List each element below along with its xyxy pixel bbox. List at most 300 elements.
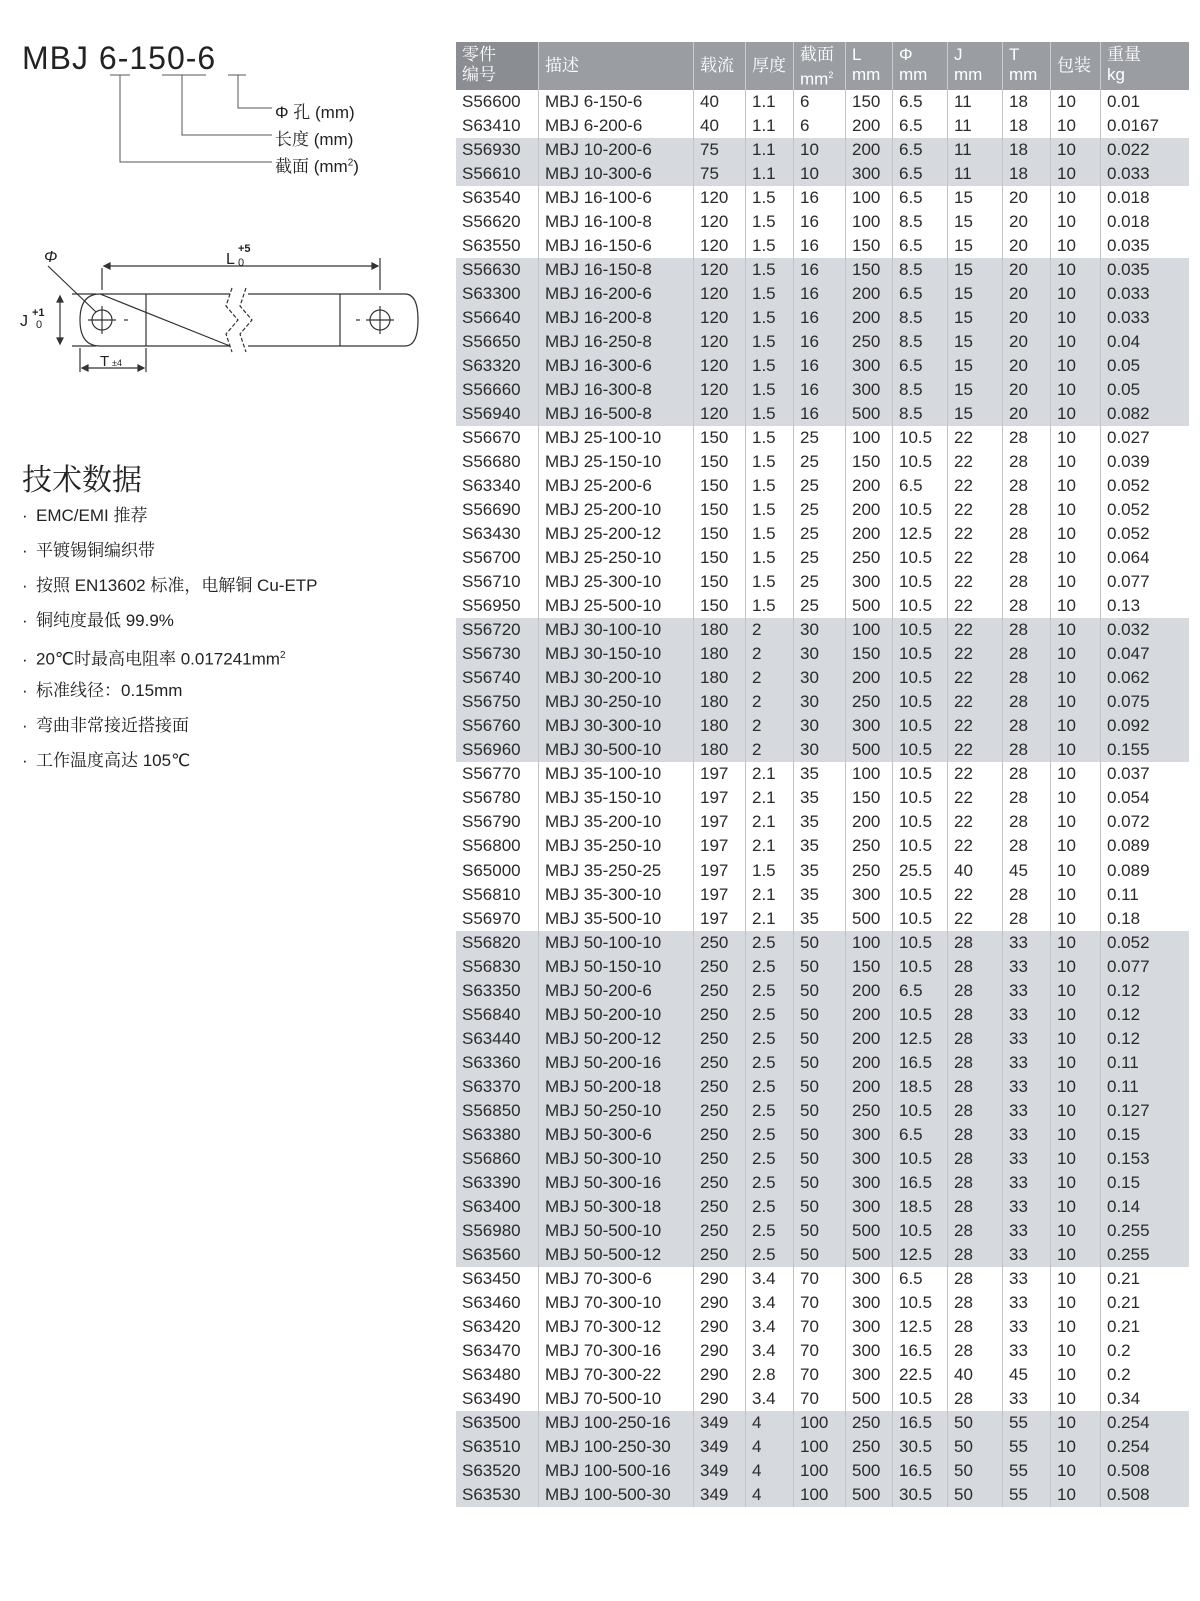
table-cell: 250 [694,1051,746,1075]
table-cell: 28 [1003,786,1051,810]
table-row [456,162,1189,186]
table-cell: 150 [846,786,893,810]
table-cell: 18.5 [893,1195,948,1219]
table-cell: 300 [846,378,893,402]
table-cell: 28 [1003,642,1051,666]
table-cell: 10 [1051,931,1101,955]
table-cell: 200 [846,1027,893,1051]
table-cell: 22 [948,907,1003,931]
feature-item [22,540,318,575]
table-cell: 0.2 [1107,1340,1131,1360]
table-cell: S63430 [456,522,539,546]
table-cell: 6.5 [893,138,948,162]
table-cell: 8.5 [893,210,948,234]
bullet-icon: · [22,751,28,770]
table-cell: 0.15 [1107,1172,1141,1192]
table-cell: 28 [1003,738,1051,762]
table-cell: S56710 [456,570,539,594]
table-cell: MBJ 10-200-6 [539,138,694,162]
table-cell: 50 [794,1195,846,1219]
table-cell: 20 [1003,306,1051,330]
table-cell: 33 [1003,955,1051,979]
table-cell: 0.508 [1107,1484,1150,1504]
table-cell: 20 [1003,234,1051,258]
table-cell: 200 [846,666,893,690]
table-cell: 300 [846,162,893,186]
table-cell: 15 [948,258,1003,282]
table-cell: 250 [846,330,893,354]
column-header [694,42,746,90]
table-cell: 16 [794,378,846,402]
table-cell: 10 [1051,234,1101,258]
table-cell: 250 [694,1123,746,1147]
table-cell: 22 [948,690,1003,714]
table-cell: 75 [694,162,746,186]
table-cell: 3.4 [746,1315,794,1339]
table-cell: 150 [846,642,893,666]
table-cell: 28 [1003,618,1051,642]
leader-length [182,75,272,135]
table-cell: 10 [1051,834,1101,858]
table-cell: 0.064 [1107,548,1150,568]
table-cell: 0.052 [1107,476,1150,496]
table-cell: 28 [948,979,1003,1003]
table-cell: S63480 [456,1363,539,1387]
table-cell: 30 [794,666,846,690]
table-row [456,90,1189,114]
table-cell: 3.4 [746,1267,794,1291]
table-cell: 8.5 [893,378,948,402]
table-cell: S63300 [456,282,539,306]
header-superscript: 2 [828,70,834,80]
table-cell: S63440 [456,1027,539,1051]
table-row [456,1315,1189,1339]
table-cell: 25 [794,450,846,474]
table-cell: S56860 [456,1147,539,1171]
table-cell: 0.254 [1107,1412,1150,1432]
table-cell: S63400 [456,1195,539,1219]
table-cell: 0.18 [1107,908,1141,928]
table-cell: 50 [794,1219,846,1243]
table-cell: 50 [948,1411,1003,1435]
table-cell: S63470 [456,1339,539,1363]
table-cell: 10 [1051,1219,1101,1243]
table-cell: 200 [846,810,893,834]
table-cell: 10 [1051,1243,1101,1267]
table-cell: MBJ 50-500-10 [539,1219,694,1243]
table-cell: 300 [846,1267,893,1291]
table-cell: 300 [846,1195,893,1219]
table-cell: 18.5 [893,1075,948,1099]
table-cell: 50 [794,1147,846,1171]
table-row [456,1291,1189,1315]
feature-text: 20℃时最高电阻率 0.017241mm [36,649,280,669]
table-cell: 250 [694,1003,746,1027]
table-cell: 20 [1003,210,1051,234]
table-cell: 30.5 [893,1435,948,1459]
header-line2: mm [1009,65,1038,84]
table-cell: MBJ 10-300-6 [539,162,694,186]
table-cell: 120 [694,354,746,378]
table-cell: 16.5 [893,1459,948,1483]
table-cell: 55 [1003,1411,1051,1435]
table-cell: 28 [948,1267,1003,1291]
table-cell: 0.508 [1107,1460,1150,1480]
table-cell: 250 [694,1075,746,1099]
table-cell: 2.5 [746,1075,794,1099]
table-cell: 28 [948,1027,1003,1051]
table-cell: 1.5 [746,450,794,474]
table-cell: S65000 [456,859,539,883]
table-cell: 150 [846,234,893,258]
table-cell: 10.5 [893,738,948,762]
table-row [456,1267,1189,1291]
table-cell: 6.5 [893,282,948,306]
table-cell: 1.5 [746,546,794,570]
table-cell: MBJ 50-200-16 [539,1051,694,1075]
table-cell: 50 [794,1243,846,1267]
table-cell: MBJ 25-250-10 [539,546,694,570]
column-header [746,42,794,90]
header-line1: 零件 [462,45,496,64]
table-cell: 10 [1051,1315,1101,1339]
feature-text: 平镀锡铜编织带 [36,541,155,560]
table-cell: 28 [1003,762,1051,786]
table-cell: 2.1 [746,907,794,931]
bullet-icon: · [22,506,28,525]
table-cell: 50 [794,1027,846,1051]
table-cell: 30.5 [893,1483,948,1507]
table-cell: 1.5 [746,210,794,234]
table-cell: 70 [794,1387,846,1411]
table-cell: 8.5 [893,306,948,330]
table-cell: 500 [846,1243,893,1267]
table-cell: MBJ 25-500-10 [539,594,694,618]
table-cell: 10 [1051,474,1101,498]
table-cell: 75 [694,138,746,162]
table-cell: 10 [1051,450,1101,474]
table-cell: 15 [948,186,1003,210]
table-cell: 1.5 [746,282,794,306]
column-header [456,42,539,90]
table-cell: 1.1 [746,138,794,162]
table-cell: MBJ 30-300-10 [539,714,694,738]
feature-item [22,645,318,680]
table-cell: 50 [948,1435,1003,1459]
table-cell: 35 [794,786,846,810]
legend-section: 截面 $(mm^2)$ [275,157,359,176]
table-cell: 290 [694,1315,746,1339]
table-cell: 2.5 [746,1219,794,1243]
svg-text:0: 0 [238,257,245,269]
table-cell: 0.092 [1107,716,1150,736]
header-line1: 重量 [1107,45,1141,64]
table-cell: 30 [794,618,846,642]
table-cell: 180 [694,690,746,714]
table-cell: 2.5 [746,1027,794,1051]
table-cell: 250 [846,1099,893,1123]
table-cell: MBJ 50-150-10 [539,955,694,979]
table-cell: 1.5 [746,258,794,282]
table-cell: MBJ 50-300-6 [539,1123,694,1147]
table-cell: 250 [846,834,893,858]
table-cell: 10.5 [893,931,948,955]
table-cell: 10.5 [893,762,948,786]
table-cell: 250 [846,859,893,883]
table-cell: S56600 [456,90,539,114]
table-row [456,330,1189,354]
table-cell: S56950 [456,594,539,618]
table-cell: 15 [948,306,1003,330]
table-cell: MBJ 16-300-6 [539,354,694,378]
table-row [456,618,1189,642]
table-cell: 10.5 [893,642,948,666]
table-cell: 1.5 [746,498,794,522]
table-cell: MBJ 16-150-6 [539,234,694,258]
table-cell: 0.11 [1107,1076,1139,1096]
header-line2: mm [852,65,881,84]
table-cell: 10 [1051,90,1101,114]
table-cell: 20 [1003,402,1051,426]
table-row [456,186,1189,210]
table-cell: 10.5 [893,786,948,810]
table-cell: 15 [948,402,1003,426]
table-cell: 10.5 [893,498,948,522]
table-cell: 1.5 [746,594,794,618]
header-line2: mm [800,69,829,89]
table-row [456,1099,1189,1123]
table-cell: 10 [794,138,846,162]
table-cell: 0.052 [1107,932,1150,952]
table-cell: 300 [846,1123,893,1147]
table-cell: S56740 [456,666,539,690]
feature-text: 按照 EN13602 标准，电解铜 Cu-ETP [36,576,318,595]
table-cell: 22 [948,546,1003,570]
table-cell: MBJ 35-150-10 [539,786,694,810]
table-cell: S56930 [456,138,539,162]
table-cell: 6.5 [893,162,948,186]
table-row [456,114,1189,138]
table-cell: 197 [694,786,746,810]
table-cell: 0.052 [1107,500,1150,520]
table-cell: 28 [948,1171,1003,1195]
table-cell: 2.5 [746,931,794,955]
table-cell: 120 [694,402,746,426]
table-cell: S56830 [456,955,539,979]
table-cell: 200 [846,306,893,330]
table-cell: 16 [794,402,846,426]
table-cell: 30 [794,714,846,738]
table-row [456,883,1189,907]
table-cell: 250 [846,690,893,714]
table-cell: 349 [694,1483,746,1507]
table-cell: 10 [1051,642,1101,666]
table-row [456,450,1189,474]
table-cell: MBJ 25-150-10 [539,450,694,474]
table-cell: 33 [1003,1315,1051,1339]
table-cell: 10.5 [893,1099,948,1123]
table-cell: S56840 [456,1003,539,1027]
header-line2: mm [899,65,928,84]
table-cell: 10 [1051,859,1101,883]
table-cell: 1.5 [746,234,794,258]
table-cell: 180 [694,642,746,666]
table-cell: 1.5 [746,859,794,883]
table-cell: S63550 [456,234,539,258]
table-cell: 2 [746,738,794,762]
table-cell: S63380 [456,1123,539,1147]
table-cell: 10.5 [893,570,948,594]
table-cell: 20 [1003,258,1051,282]
table-cell: 180 [694,666,746,690]
table-cell: 6.5 [893,354,948,378]
table-cell: MBJ 50-200-12 [539,1027,694,1051]
table-cell: 0.255 [1107,1244,1150,1264]
table-cell: 6.5 [893,1123,948,1147]
table-cell: 18 [1003,114,1051,138]
table-cell: 33 [1003,1051,1051,1075]
header-line1: L [852,45,862,64]
table-cell: 25 [794,594,846,618]
legend-hole: Φ 孔 (mm) [275,103,355,122]
table-cell: 30 [794,738,846,762]
table-row [456,979,1189,1003]
table-cell: 150 [694,426,746,450]
table-cell: MBJ 6-200-6 [539,114,694,138]
table-cell: 200 [846,114,893,138]
header-line1: 厚度 [752,56,786,75]
table-cell: 0.039 [1107,452,1150,472]
table-cell: 10 [1051,186,1101,210]
table-cell: 70 [794,1363,846,1387]
table-cell: 2.5 [746,1195,794,1219]
table-cell: 10 [1051,1459,1101,1483]
table-cell: 0.04 [1107,332,1141,352]
table-cell: MBJ 25-300-10 [539,570,694,594]
table-cell: 16.5 [893,1411,948,1435]
table-cell: 10 [1051,1147,1101,1171]
table-row [456,1411,1189,1435]
table-row [456,1003,1189,1027]
table-cell: 10 [1051,306,1101,330]
table-cell: MBJ 100-250-30 [539,1435,694,1459]
table-row [456,1459,1189,1483]
table-cell: S56790 [456,810,539,834]
table-cell: 10 [1051,594,1101,618]
table-cell: 28 [948,1075,1003,1099]
table-cell: 6.5 [893,186,948,210]
table-row [456,138,1189,162]
table-cell: MBJ 25-200-12 [539,522,694,546]
table-cell: 28 [1003,498,1051,522]
table-cell: 25 [794,522,846,546]
table-cell: S63340 [456,474,539,498]
table-cell: MBJ 50-200-10 [539,1003,694,1027]
table-cell: 30 [794,642,846,666]
header-line1: J [954,45,963,64]
table-cell: 3.4 [746,1387,794,1411]
table-cell: 12.5 [893,1315,948,1339]
table-cell: 10 [1051,258,1101,282]
table-cell: 15 [948,234,1003,258]
table-cell: 0.05 [1107,380,1141,400]
table-cell: 10.5 [893,1147,948,1171]
table-cell: S63320 [456,354,539,378]
table-cell: 197 [694,762,746,786]
table-cell: 300 [846,354,893,378]
table-cell: 4 [746,1483,794,1507]
svg-text:+5: +5 [238,243,251,255]
table-cell: 500 [846,402,893,426]
table-row [456,1027,1189,1051]
table-cell: 10 [1051,1267,1101,1291]
table-cell: 28 [948,1099,1003,1123]
table-cell: 2.5 [746,979,794,1003]
table-row [456,1075,1189,1099]
table-row [456,859,1189,883]
table-cell: MBJ 70-300-16 [539,1339,694,1363]
table-cell: 33 [1003,1075,1051,1099]
table-cell: 50 [794,955,846,979]
table-row [456,955,1189,979]
bullet-icon: · [22,541,28,560]
table-cell: 33 [1003,1147,1051,1171]
table-cell: MBJ 70-300-22 [539,1363,694,1387]
table-cell: 10 [1051,979,1101,1003]
table-cell: 4 [746,1411,794,1435]
table-cell: S56650 [456,330,539,354]
table-cell: 2.8 [746,1363,794,1387]
table-cell: 28 [1003,907,1051,931]
feature-item [22,505,318,540]
table-cell: 10 [1051,570,1101,594]
table-cell: 0.15 [1107,1124,1141,1144]
table-row [456,1195,1189,1219]
table-cell: 28 [948,931,1003,955]
table-cell: 55 [1003,1459,1051,1483]
table-cell: S63450 [456,1267,539,1291]
table-cell: 28 [948,955,1003,979]
table-cell: 16 [794,354,846,378]
table-cell: 50 [948,1483,1003,1507]
table-cell: 10 [1051,955,1101,979]
table-cell: 25 [794,546,846,570]
table-cell: 10 [1051,1099,1101,1123]
legend-length: 长度 (mm) [275,130,354,149]
table-cell: 8.5 [893,402,948,426]
table-cell: 200 [846,1051,893,1075]
phi-label: Φ [44,249,58,266]
table-cell: 500 [846,594,893,618]
table-cell: S56680 [456,450,539,474]
table-cell: 28 [1003,883,1051,907]
feature-text: EMC/EMI 推荐 [36,506,148,525]
J-label: J [20,313,28,330]
table-cell: 10 [1051,1291,1101,1315]
table-cell: 0.21 [1107,1316,1141,1336]
table-cell: S56760 [456,714,539,738]
table-cell: 40 [694,114,746,138]
table-cell: MBJ 6-150-6 [539,90,694,114]
table-cell: 0.027 [1107,428,1150,448]
table-cell: 0.254 [1107,1436,1150,1456]
table-cell: 25.5 [893,859,948,883]
table-cell: 10 [1051,666,1101,690]
header-line1: 截面 [800,45,834,64]
table-cell: MBJ 70-500-10 [539,1387,694,1411]
table-cell: 2.5 [746,1099,794,1123]
table-cell: 10 [1051,1003,1101,1027]
